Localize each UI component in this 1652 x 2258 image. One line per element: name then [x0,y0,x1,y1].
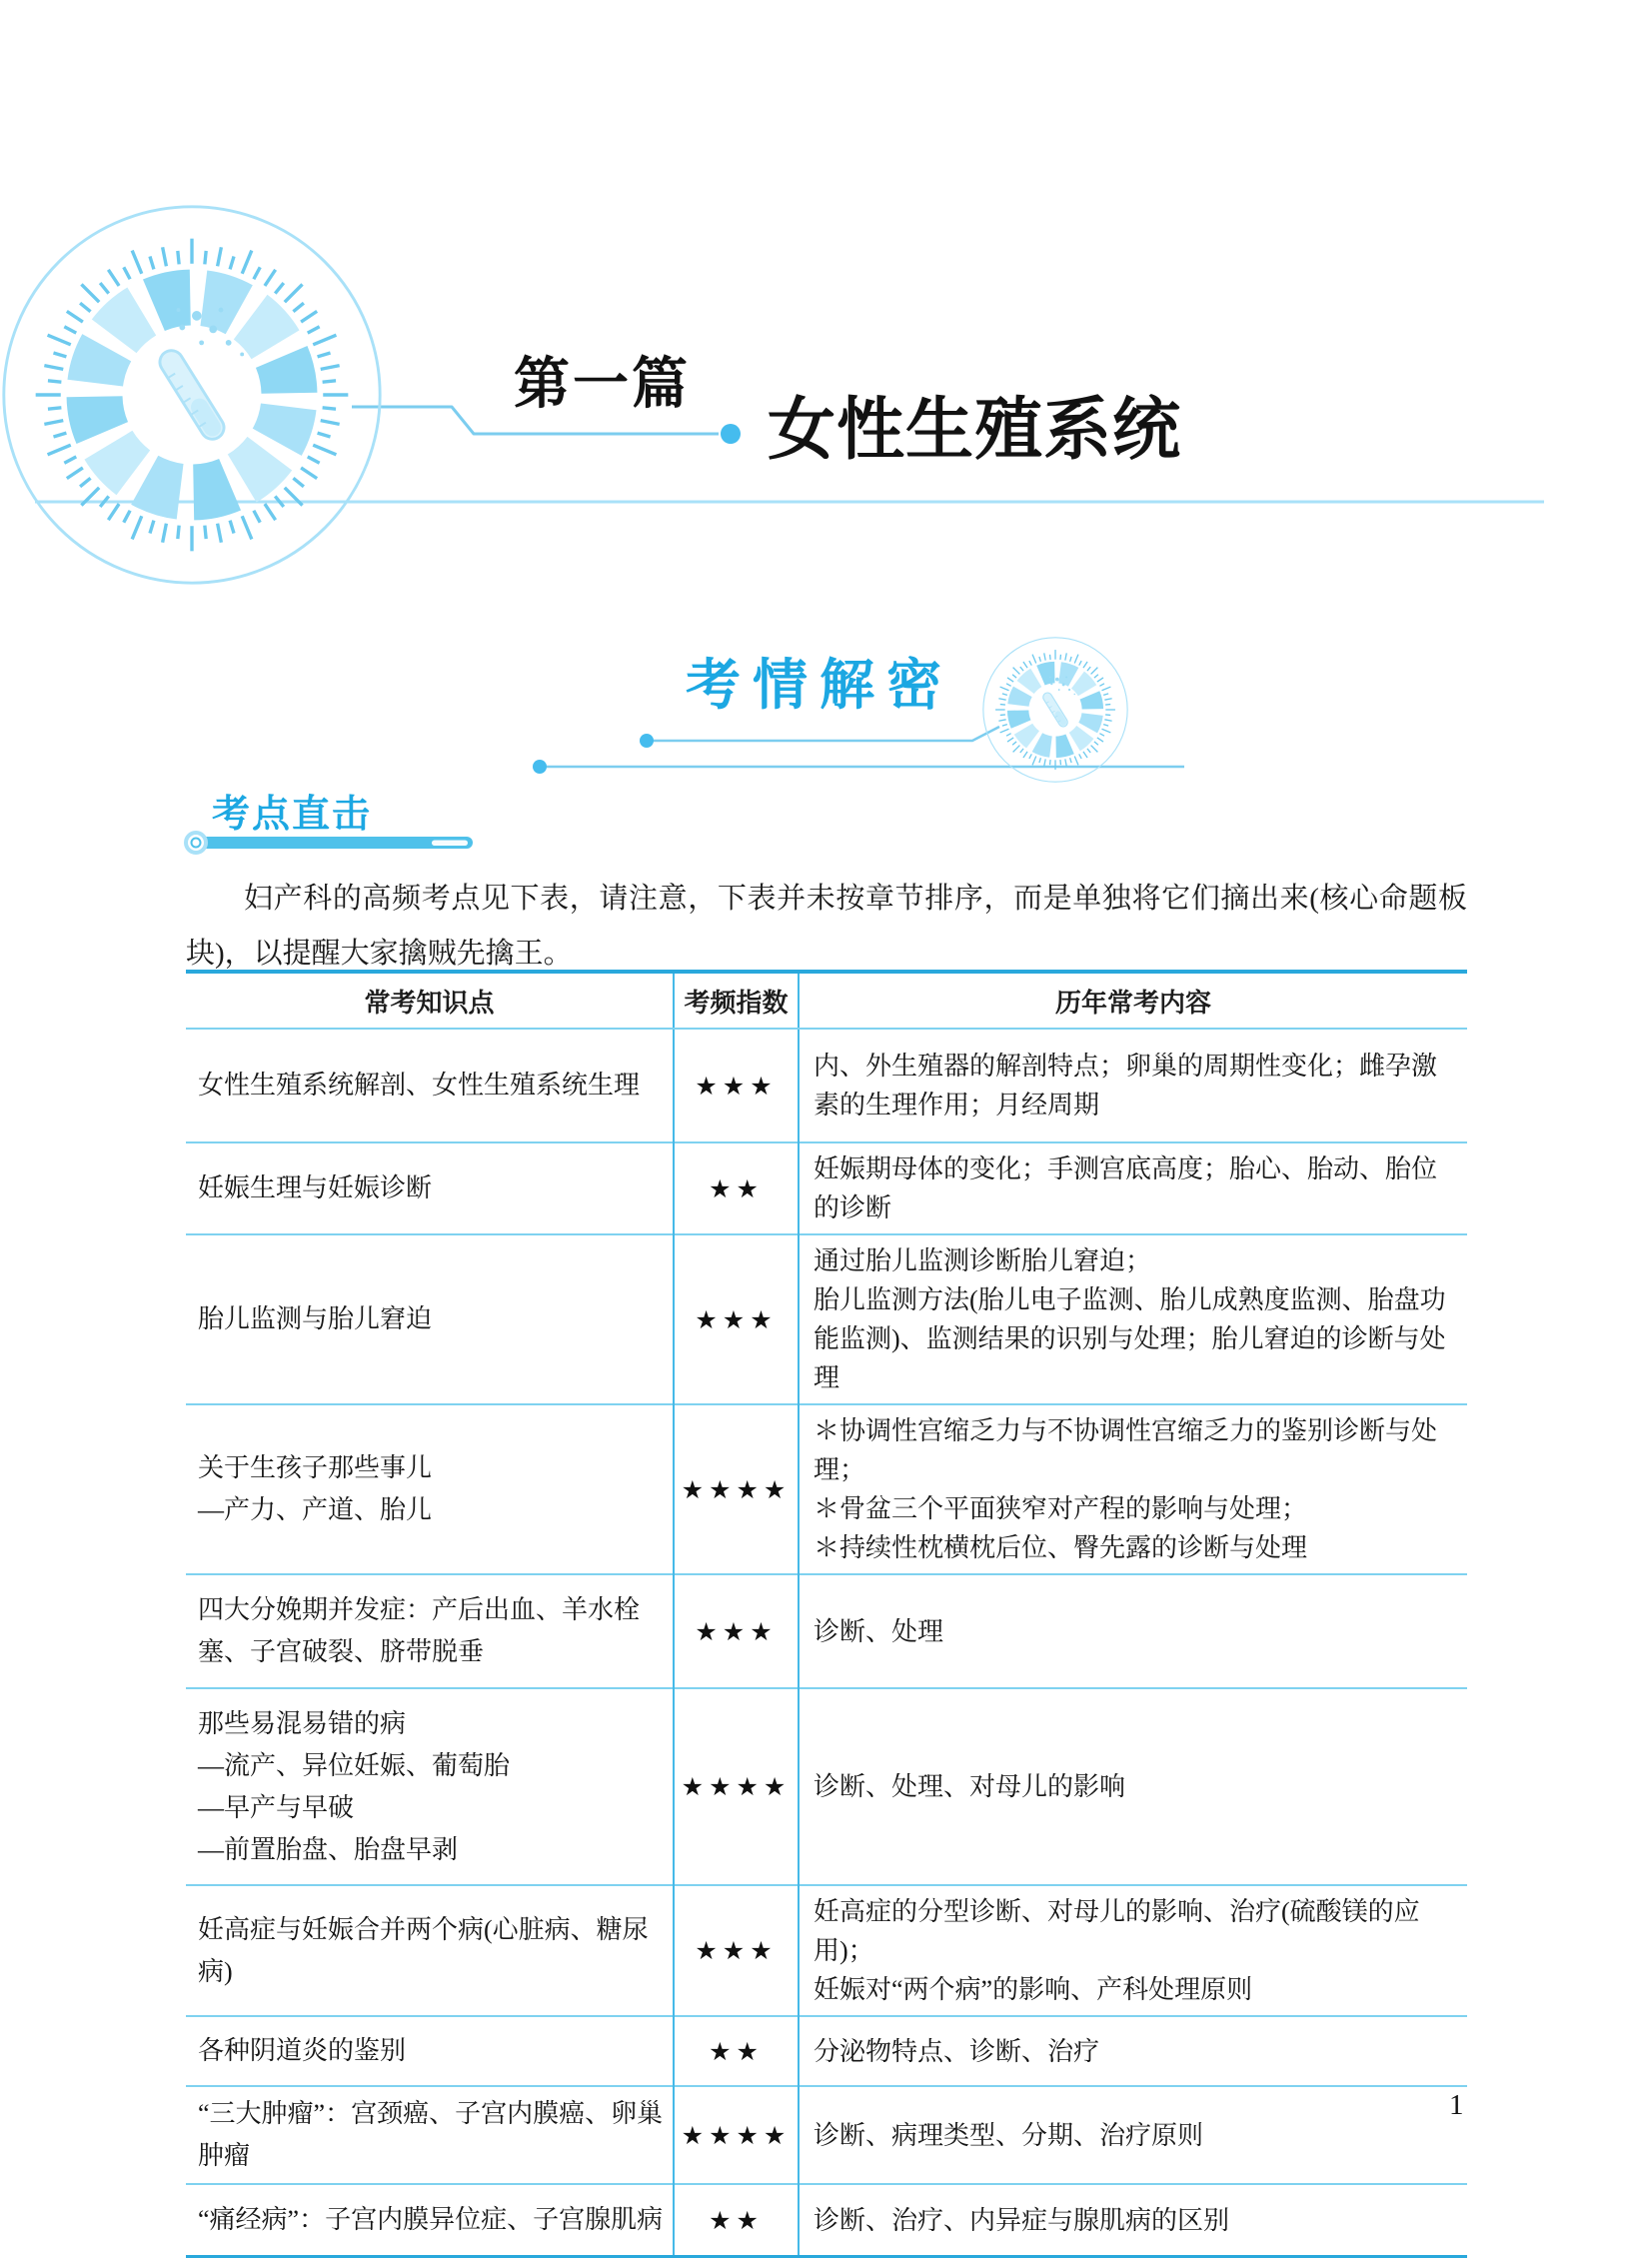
topic-cell: 那些易混易错的病 —流产、异位妊娠、葡萄胎 —早产与早破 —前置胎盘、胎盘早剥 [186,1688,674,1885]
table-row [186,2016,1467,2086]
table-row [186,1574,1467,1688]
frequency-cell [674,1234,799,1404]
col-header-topic: 常考知识点 [186,972,674,1029]
star-rating: ★★★ [695,1936,778,1965]
topic-cell: 四大分娩期并发症：产后出血、羊水栓塞、子宫破裂、脐带脱垂 [186,1574,674,1688]
keypoints-bar [186,833,473,853]
content-cell: 诊断、处理 [799,1574,1467,1688]
topic-cell: “痛经病”：子宫内膜异位症、子宫腺肌病 [186,2184,674,2258]
table-row [186,2086,1467,2184]
content-cell: 通过胎儿监测诊断胎儿窘迫； 胎儿监测方法(胎儿电子监测、胎儿成熟度监测、胎盘功能监测)、监测结果的识别与处理；胎儿窘迫的诊断与处理 [799,1234,1467,1404]
star-rating: ★★★★ [681,2120,792,2150]
topic-cell: 妊高症与妊娠合并两个病(心脏病、糖尿病) [186,1885,674,2016]
content-cell: 妊高症的分型诊断、对母儿的影响、治疗(硫酸镁的应用)； 妊娠对“两个病”的影响、产科处理原则 [799,1885,1467,2016]
content-cell: 分泌物特点、诊断、治疗 [799,2016,1467,2086]
topic-cell: 关于生孩子那些事儿 —产力、产道、胎儿 [186,1404,674,1574]
subsection-title-key-points: 考点直击 [212,794,373,836]
frequency-cell [674,2086,799,2184]
content-cell: ＊协调性宫缩乏力与不协调性宫缩乏力的鉴别诊断与处理； ＊骨盆三个平面狭窄对产程的影响与处理； ＊持续性枕横枕后位、臀先露的诊断与处理 [799,1404,1467,1574]
section-dot-lower [533,760,547,774]
frequency-cell [674,1142,799,1234]
star-rating: ★★★★ [681,1772,792,1801]
exam-points-table [186,970,1467,2258]
frequency-cell [674,1688,799,1885]
table-row [186,2184,1467,2258]
section-dot-upper [640,734,654,748]
table-row [186,1404,1467,1574]
star-rating: ★★ [709,2036,764,2066]
content-cell: 内、外生殖器的解剖特点；卵巢的周期性变化；雌孕激素的生理作用；月经周期 [814,1052,1438,1120]
content-cell: 妊娠期母体的变化；手测宫底高度；胎心、胎动、胎位的诊断 [799,1142,1467,1234]
content-cell: 诊断、治疗、内异症与腺肌病的区别 [799,2184,1467,2258]
part-label: 第一篇 [514,352,691,415]
content-cell: 诊断、病理类型、分期、治疗原则 [799,2086,1467,2184]
table-row [186,1234,1467,1404]
frequency-cell [674,1885,799,2016]
gauge-testtube-icon [4,207,380,583]
keypoints-bar-ring-icon [186,833,206,853]
table-row [186,1885,1467,2016]
table-row [186,1688,1467,1885]
star-rating: ★★ [709,2205,764,2235]
table-header-row [186,972,1467,1029]
col-header-frequency: 考频指数 [674,972,799,1029]
frequency-cell [674,2016,799,2086]
col-header-content: 历年常考内容 [799,972,1467,1029]
page-number: 1 [1449,2089,1464,2121]
topic-cell: 女性生殖系统解剖、女性生殖系统生理 [186,1029,674,1142]
content-cell: 诊断、处理、对母儿的影响 [799,1688,1467,1885]
star-rating: ★★★ [695,1071,778,1101]
gauge-testtube-icon [983,638,1127,782]
topic-cell: 妊娠生理与妊娠诊断 [186,1142,674,1234]
table-row [186,1029,1467,1142]
star-rating: ★★ [709,1173,764,1203]
section-title-exam-intel: 考情解密 [686,654,954,716]
topic-cell: 各种阴道炎的鉴别 [186,2016,674,2086]
star-rating: ★★★ [695,1304,778,1334]
frequency-cell [674,1404,799,1574]
exam-table-body [186,1029,1467,2258]
intro-paragraph: 妇产科的高频考点见下表，请注意，下表并未按章节排序，而是单独将它们摘出来(核心命题板块)，以提醒大家擒贼先擒王。 [186,883,1467,970]
frequency-cell [674,2184,799,2258]
star-rating: ★★★★ [681,1474,792,1504]
title-dot [721,424,741,444]
topic-cell: “三大肿瘤”：宫颈癌、子宫内膜癌、卵巢肿瘤 [186,2086,674,2184]
table-row [186,1142,1467,1234]
star-rating: ★★★ [695,1616,778,1646]
frequency-cell [674,1574,799,1688]
topic-cell: 胎儿监测与胎儿窘迫 [186,1234,674,1404]
part-title: 女性生殖系统 [768,392,1182,468]
frequency-cell [674,1029,799,1142]
section-connector-upper [647,727,999,741]
